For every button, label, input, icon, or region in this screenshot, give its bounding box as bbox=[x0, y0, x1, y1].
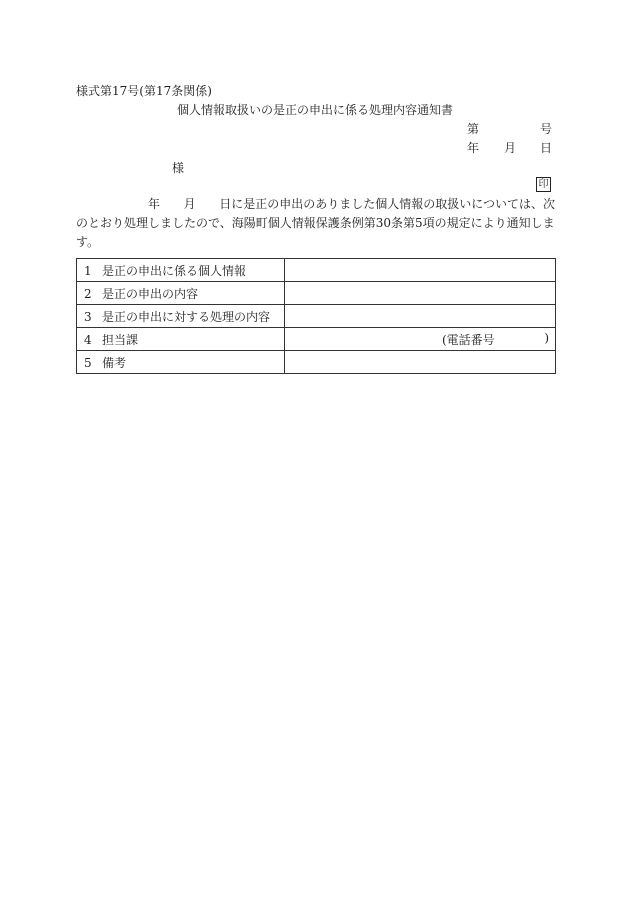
row-value-field[interactable] bbox=[285, 259, 556, 282]
body-paragraph bbox=[76, 195, 555, 252]
table-row bbox=[77, 305, 556, 328]
row-value-field[interactable] bbox=[285, 282, 556, 305]
body-year: 年 bbox=[148, 197, 161, 211]
date-year: 年 bbox=[467, 141, 480, 155]
row-label-text: 是正の申出に係る個人情報 bbox=[102, 263, 247, 278]
document-title: 個人情報取扱いの是正の申出に係る処理内容通知書 bbox=[177, 103, 454, 117]
row-value-field[interactable] bbox=[285, 351, 556, 374]
row-label bbox=[77, 328, 285, 351]
table-row bbox=[77, 282, 556, 305]
date-day: 日 bbox=[540, 141, 553, 155]
row-label bbox=[77, 351, 285, 374]
table-row bbox=[77, 351, 556, 374]
row-label bbox=[77, 282, 285, 305]
row-value-field[interactable] bbox=[285, 305, 556, 328]
row-label bbox=[77, 259, 285, 282]
row-number: 1 bbox=[84, 263, 92, 278]
info-table bbox=[76, 258, 556, 374]
table-row bbox=[77, 328, 556, 351]
body-month: 月 bbox=[183, 197, 196, 211]
doc-number-suffix: 号 bbox=[540, 122, 553, 136]
body-line-3: す。 bbox=[76, 235, 100, 249]
phone-close-paren: ) bbox=[544, 330, 549, 345]
row-number: 2 bbox=[84, 286, 92, 301]
form-number: 様式第17号(第17条関係) bbox=[76, 84, 212, 98]
phone-label: (電話番号 bbox=[442, 332, 495, 347]
row-label bbox=[77, 305, 285, 328]
body-line-2 bbox=[76, 214, 555, 233]
row-label-text: 是正の申出に対する処理の内容 bbox=[102, 309, 271, 324]
row-number: 4 bbox=[84, 332, 92, 347]
row-label-text: 備考 bbox=[102, 355, 127, 370]
row-number: 5 bbox=[84, 355, 92, 370]
body-line-1-rest: 日に是正の申出のありました個人情報の取扱いについては、次 bbox=[219, 197, 555, 211]
row-number: 3 bbox=[84, 309, 92, 324]
table-row bbox=[77, 259, 556, 282]
date-month: 月 bbox=[504, 141, 517, 155]
addressee-suffix: 様 bbox=[172, 161, 185, 175]
row-label-text: 是正の申出の内容 bbox=[102, 286, 199, 301]
row-label-text: 担当課 bbox=[102, 332, 139, 347]
body-line-2-text: のとおり処理しましたので、海陽町個人情報保護条例第30条第5項の規定により通知しま bbox=[76, 216, 555, 230]
seal-icon: 印 bbox=[536, 177, 551, 192]
body-line-1 bbox=[76, 195, 555, 214]
doc-number-prefix: 第 bbox=[467, 122, 480, 136]
department-field[interactable] bbox=[285, 328, 556, 351]
phone-number-field[interactable] bbox=[292, 331, 555, 348]
